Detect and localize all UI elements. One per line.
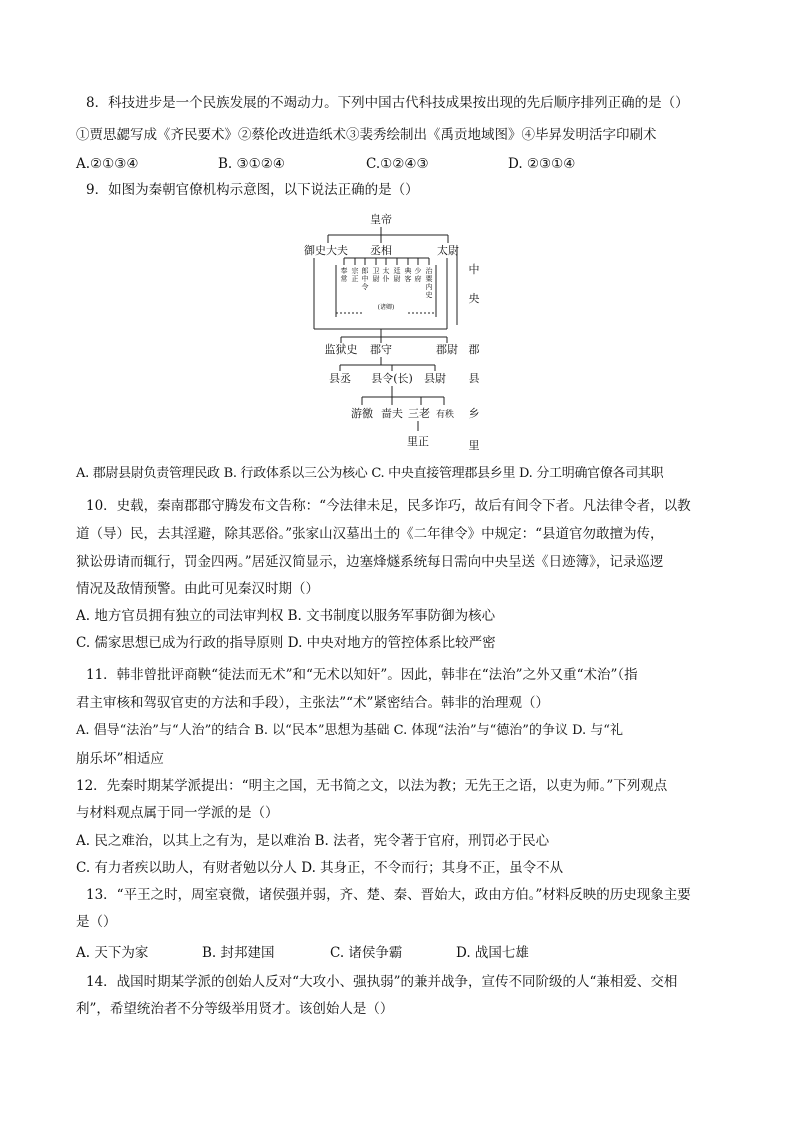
level-jun: 郡 (468, 343, 480, 356)
sanlao-label: 三老 (408, 407, 430, 420)
q10-line-4: 情况及敌情预警。由此可见秦汉时期（） (76, 581, 319, 597)
jiuqing-label-1: 宗正 (351, 267, 359, 283)
q11-options-line-2: 崩乐坏”相适应 (76, 751, 164, 767)
q12-line-1: 12．先秦时期某学派提出：“明主之国，无书简之文，以法为教；无先王之语，以吏为师。”下列观点 (76, 778, 668, 794)
q13-option-c: C. 诸侯争霸 (330, 945, 403, 961)
jiuqing-labels (341, 266, 434, 299)
jiuqing-label-6: 典客 (404, 267, 412, 283)
q10-line-2: 道（导）民，去其淫避，除其恶俗。”张家山汉墓出土的《二年律令》中规定：“县道官勿敢擅为传， (76, 526, 664, 542)
q8-option-d: D. ②③①④ (508, 156, 576, 172)
q11-options-line-1: A. 倡导“法治”与“人治”的结合 B. 以“民本”思想为基础 C. 体现“法治”与“德治”的争议 D. 与“礼 (76, 723, 623, 738)
q10-line-1: 10．史载，秦南郡郡守腾发布文告称：“今法律未足，民多诈巧，故后有间令下者。凡法律令者，以教 (86, 498, 691, 514)
yushi-dafu-label: 御史大夫 (304, 244, 348, 257)
q13-line-1: 13．“平王之时，周室衰微，诸侯强并弱，齐、楚、秦、晋始大，政由方伯。”材料反映的历史现象主要 (86, 887, 691, 903)
q8-option-a: A.②①③④ (76, 156, 139, 172)
junwei-label: 郡尉 (436, 343, 458, 356)
q8-option-c: C.①②④③ (366, 156, 429, 172)
q13-option-b: B. 封邦建国 (202, 945, 275, 961)
junshou-label: 郡守 (370, 343, 392, 356)
q12-option-cd: C. 有力者疾以助人，有财者勉以分人 D. 其身正，不令而行；其身不正，虽令不从 (76, 860, 564, 876)
q13-option-d: D. 战国七雄 (456, 945, 529, 961)
q13-line-2: 是（） (76, 914, 117, 930)
jiuqing-label-4: 太仆 (382, 267, 390, 283)
xianling-label: 县令(长) (371, 372, 413, 385)
q9-stem: 9．如图为秦朝官僚机构示意图，以下说法正确的是（） (86, 182, 419, 198)
level-yang: 央 (468, 292, 480, 305)
q8-items: ①贾思勰写成《齐民要术》②蔡伦改进造纸术③裴秀绘制出《禹贡地域图》④毕昇发明活字印刷术 (76, 127, 657, 143)
xiancheng-label: 县丞 (329, 372, 351, 385)
jianyushi-label: 监狱史 (324, 343, 358, 356)
q8-option-b: B. ③①②④ (218, 156, 285, 172)
lizheng-label: 里正 (407, 435, 429, 448)
q10-line-3: 狱讼毋请而辄行，罚金四两。”居延汉简显示，边塞烽燧系统每日需向中央呈送《日迹簿》，记录巡逻 (76, 554, 664, 570)
qin-bureaucracy-diagram (300, 205, 490, 455)
q12-option-ab: A. 民之难治，以其上之有为，是以难治 B. 法者，宪令著于官府，刑罚必于民心 (76, 833, 550, 849)
youzhi-label: 有秩 (435, 410, 455, 420)
jiuqing-label-5: 廷尉 (393, 267, 401, 283)
xianwei-label: 县尉 (424, 372, 446, 385)
emperor-label: 皇帝 (370, 213, 392, 226)
level-li: 里 (468, 439, 480, 452)
level-xian: 县 (468, 372, 480, 385)
level-zhong: 中 (468, 263, 480, 276)
zhuqing-note: (诸卿) (377, 304, 395, 311)
q14-line-1: 14．战国时期某学派的创始人反对“大攻小、强执弱”的兼并战争，宣传不同阶级的人“兼相爱、交相 (86, 974, 678, 990)
sefu-label: 啬夫 (381, 407, 403, 420)
jiuqing-label-2: 郎中令 (361, 267, 369, 291)
jiuqing-label-7: 少府 (414, 267, 422, 283)
q10-option-ab: A. 地方官员拥有独立的司法审判权 B. 文书制度以服务军事防御为核心 (76, 608, 496, 624)
q9-options: A. 郡尉县尉负责管理民政 B. 行政体系以三公为核心 C. 中央直接管理郡县乡里 D. 分工明确官僚各司其职 (76, 466, 664, 481)
jiuqing-label-3: 卫尉 (372, 267, 380, 283)
chengxiang-label: 丞相 (370, 244, 392, 257)
q12-line-2: 与材料观点属于同一学派的是（） (76, 805, 279, 821)
jiuqing-label-8: 治粟内史 (425, 267, 433, 299)
taiwei-label: 太尉 (437, 244, 459, 257)
q14-line-2: 利”，希望统治者不分等级举用贤才。该创始人是（） (76, 1001, 394, 1017)
level-xiang: 乡 (468, 407, 480, 420)
q10-option-cd: C. 儒家思想已成为行政的指导原则 D. 中央对地方的管控体系比较严密 (76, 635, 496, 651)
youjiao-label: 游徼 (351, 407, 373, 420)
q11-line-1: 11．韩非曾批评商鞅“徒法而无术”和“无术以知奸”。因此，韩非在“法治”之外又重“术治”（指 (86, 667, 638, 683)
q13-option-a: A. 天下为家 (76, 945, 149, 961)
q11-line-2: 君主审核和驾驭官吏的方法和手段），主张法”“术”紧密结合。韩非的治理观（） (76, 695, 549, 711)
q8-stem: 8．科技进步是一个民族发展的不竭动力。下列中国古代科技成果按出现的先后顺序排列正确的是（） (86, 95, 689, 111)
jiuqing-label-0: 奉常 (340, 267, 348, 283)
